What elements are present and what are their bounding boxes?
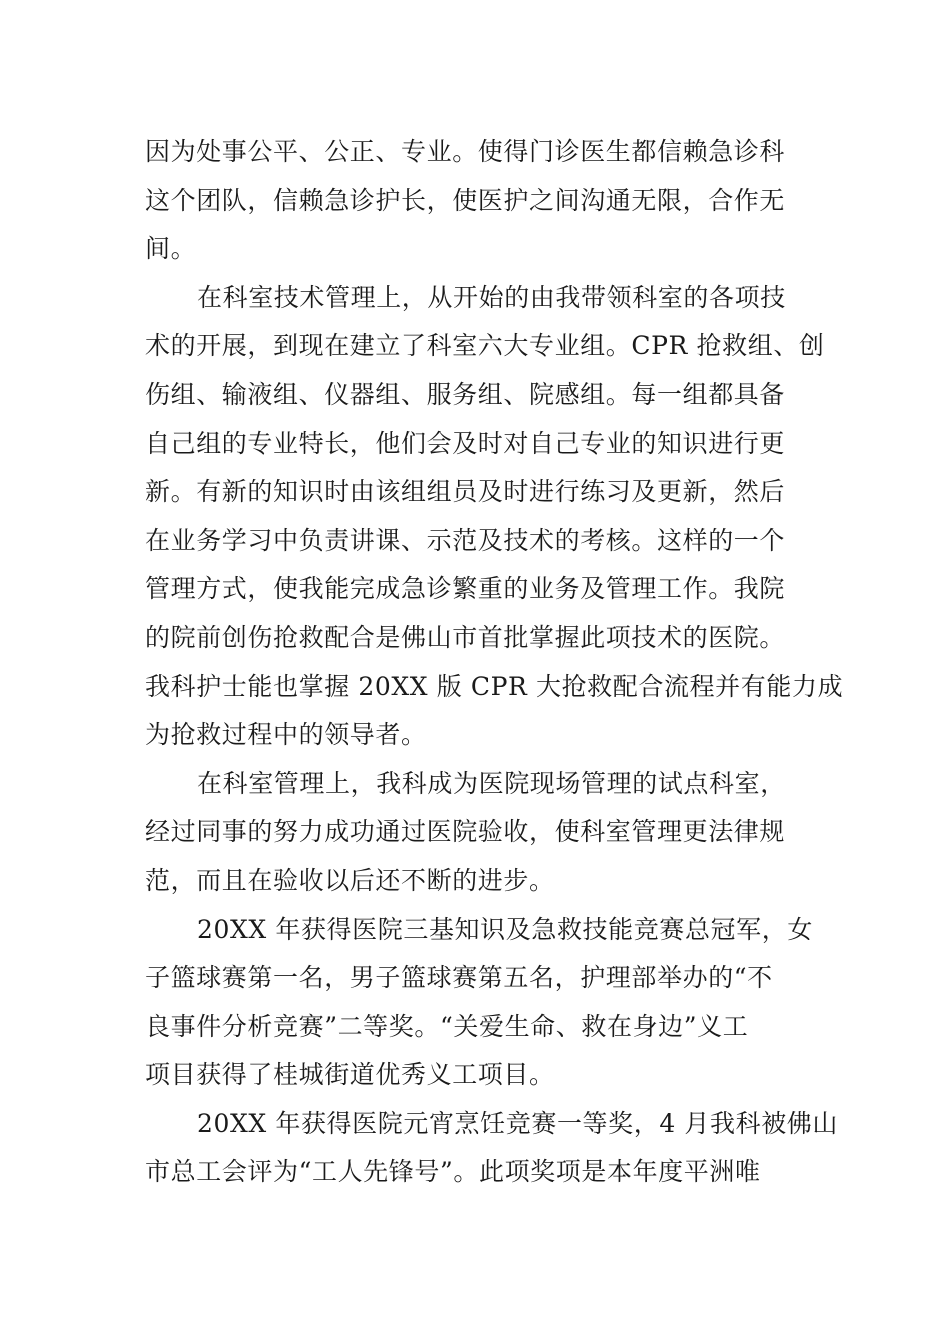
text-line: 管理方式，使我能完成急诊繁重的业务及管理工作。我院 [145,574,786,604]
text-line: 因为处事公平、公正、专业。使得门诊医生都信赖急诊科 [145,137,786,166]
text-line: 在科室管理上，我科成为医院现场管理的试点科室， [197,768,786,798]
text-line: 经过同事的努力成功通过医院验收，使科室管理更法律规 [145,817,786,847]
paragraph-3 [145,760,807,906]
paragraph-2 [145,274,844,760]
paragraph-4 [145,906,813,1100]
text-line: 我科护士能也掌握 20XX 版 CPR 大抢救配合流程并有能力成 [145,671,844,701]
text-line: 范，而且在验收以后还不断的进步。 [145,865,555,895]
text-line: 20XX 年获得医院三基知识及急救技能竞赛总冠军，女 [197,914,813,944]
text-line: 在科室技术管理上，从开始的由我带领科室的各项技 [197,282,786,312]
text-line: 自己组的专业特长，他们会及时对自己专业的知识进行更 [145,428,786,458]
text-line: 在业务学习中负责讲课、示范及技术的考核。这样的一个 [145,525,786,555]
text-line: 新。有新的知识时由该组组员及时进行练习及更新，然后 [145,477,786,507]
paragraph-5 [145,1100,839,1197]
text-line: 20XX 年获得医院元宵烹饪竞赛一等奖，4 月我科被佛山 [197,1108,839,1138]
text-line: 良事件分析竞赛”二等奖。“关爱生命、救在身边”义工 [145,1011,749,1041]
text-line: 项目获得了桂城街道优秀义工项目。 [145,1060,555,1090]
text-line: 市总工会评为“工人先锋号”。此项奖项是本年度平洲唯 [145,1157,761,1187]
text-line: 的院前创伤抢救配合是佛山市首批掌握此项技术的医院。 [145,622,786,652]
text-line: 术的开展，到现在建立了科室六大专业组。CPR 抢救组、创 [145,331,825,361]
text-line: 这个团队，信赖急诊护长，使医护之间沟通无限，合作无 [145,185,786,215]
text-line: 伤组、输液组、仪器组、服务组、院感组。每一组都具备 [145,379,786,409]
text-line: 为抢救过程中的领导者。 [145,720,427,750]
text-line: 子篮球赛第一名，男子篮球赛第五名，护理部举办的“不 [145,963,773,993]
paragraph-1 [145,128,807,274]
text-line: 间。 [145,234,197,264]
document-page [145,128,844,1197]
